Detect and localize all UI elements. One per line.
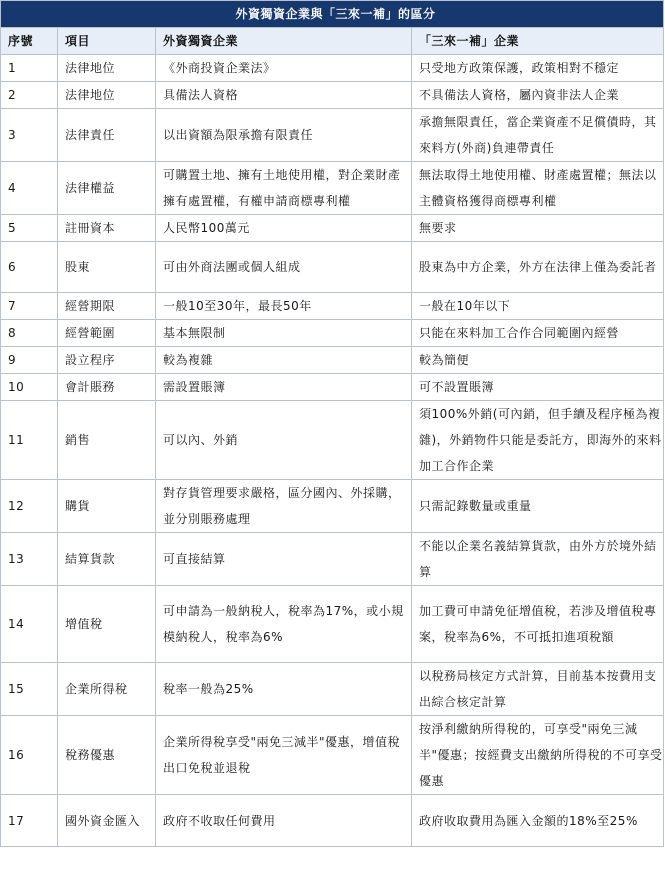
cell-processing-trade: 須100%外銷(可內銷，但手續及程序極為複雜)，外銷物件只能是委託方，即海外的來料加工合作企業: [412, 401, 664, 480]
cell-number: 6: [1, 242, 58, 293]
cell-processing-trade: 無法取得土地使用權、財產處置權；無法以主體資格獲得商標專利權: [412, 162, 664, 215]
title-row: [1, 1, 664, 28]
cell-processing-trade: 只受地方政策保護，政策相對不穩定: [412, 55, 664, 82]
table-row: [1, 533, 664, 586]
table-row: [1, 480, 664, 533]
cell-item: 法律權益: [58, 162, 156, 215]
cell-number: 5: [1, 215, 58, 242]
cell-number: 11: [1, 401, 58, 480]
table-row: [1, 663, 664, 716]
cell-foreign-owned: 可購置土地、擁有土地使用權，對企業財產擁有處置權，有權申請商標專利權: [156, 162, 412, 215]
cell-number: 1: [1, 55, 58, 82]
cell-foreign-owned: 人民幣100萬元: [156, 215, 412, 242]
cell-number: 14: [1, 586, 58, 663]
cell-item: 稅務優惠: [58, 716, 156, 795]
header-number: 序號: [1, 28, 58, 55]
cell-processing-trade: 股東為中方企業，外方在法律上僅為委託者: [412, 242, 664, 293]
cell-foreign-owned: 企業所得稅享受"兩免三減半"優惠，增值稅出口免稅並退稅: [156, 716, 412, 795]
cell-item: 企業所得稅: [58, 663, 156, 716]
cell-foreign-owned: 《外商投資企業法》: [156, 55, 412, 82]
cell-number: 3: [1, 109, 58, 162]
table-row: [1, 55, 664, 82]
cell-processing-trade: 政府收取費用為匯入金額的18%至25%: [412, 795, 664, 847]
cell-number: 12: [1, 480, 58, 533]
table-row: [1, 162, 664, 215]
cell-item: 設立程序: [58, 347, 156, 374]
cell-foreign-owned: 具備法人資格: [156, 82, 412, 109]
cell-item: 法律地位: [58, 82, 156, 109]
cell-foreign-owned: 可直接結算: [156, 533, 412, 586]
header-foreign-owned: 外資獨資企業: [156, 28, 412, 55]
cell-item: 結算貨款: [58, 533, 156, 586]
cell-number: 9: [1, 347, 58, 374]
cell-number: 16: [1, 716, 58, 795]
cell-number: 2: [1, 82, 58, 109]
cell-item: 股東: [58, 242, 156, 293]
cell-processing-trade: 不能以企業名義結算貨款，由外方於境外結算: [412, 533, 664, 586]
cell-item: 銷售: [58, 401, 156, 480]
table-row: [1, 82, 664, 109]
cell-item: 國外資金匯入: [58, 795, 156, 847]
table-row: [1, 347, 664, 374]
header-processing-trade: 「三來一補」企業: [412, 28, 664, 55]
cell-item: 購貨: [58, 480, 156, 533]
cell-processing-trade: 以稅務局核定方式計算，目前基本按費用支出綜合核定計算: [412, 663, 664, 716]
cell-item: 法律地位: [58, 55, 156, 82]
cell-processing-trade: 較為簡便: [412, 347, 664, 374]
cell-foreign-owned: 需設置賬簿: [156, 374, 412, 401]
cell-item: 經營範圍: [58, 320, 156, 347]
cell-foreign-owned: 稅率一般為25%: [156, 663, 412, 716]
table-row: [1, 215, 664, 242]
cell-number: 15: [1, 663, 58, 716]
table-body: [1, 55, 664, 847]
cell-processing-trade: 按淨利繳納所得稅的，可享受"兩免三減半"優惠；按經費支出繳納所得稅的不可享受優惠: [412, 716, 664, 795]
cell-number: 17: [1, 795, 58, 847]
cell-processing-trade: 可不設置賬簿: [412, 374, 664, 401]
table-row: [1, 401, 664, 480]
table-row: [1, 586, 664, 663]
cell-foreign-owned: 一般10至30年，最長50年: [156, 293, 412, 320]
cell-processing-trade: 不具備法人資格，屬內資非法人企業: [412, 82, 664, 109]
cell-item: 會計賬務: [58, 374, 156, 401]
cell-processing-trade: 無要求: [412, 215, 664, 242]
cell-processing-trade: 加工費可申請免征增值稅，若涉及增值稅專案，稅率為6%，不可抵扣進項稅額: [412, 586, 664, 663]
cell-number: 13: [1, 533, 58, 586]
cell-processing-trade: 一般在10年以下: [412, 293, 664, 320]
table-row: [1, 320, 664, 347]
cell-processing-trade: 只能在來料加工合作合同範圍內經營: [412, 320, 664, 347]
cell-item: 經營期限: [58, 293, 156, 320]
table-row: [1, 293, 664, 320]
header-row: [1, 28, 664, 55]
table-row: [1, 716, 664, 795]
cell-processing-trade: 承擔無限責任，當企業資產不足償債時，其來料方(外商)負連帶責任: [412, 109, 664, 162]
header-item: 項目: [58, 28, 156, 55]
cell-foreign-owned: 對存貨管理要求嚴格，區分國內、外採購，並分別賬務處理: [156, 480, 412, 533]
cell-foreign-owned: 可申請為一般納稅人，稅率為17%，或小規模納稅人，稅率為6%: [156, 586, 412, 663]
cell-processing-trade: 只需記錄數量或重量: [412, 480, 664, 533]
cell-foreign-owned: 基本無限制: [156, 320, 412, 347]
cell-foreign-owned: 政府不收取任何費用: [156, 795, 412, 847]
cell-foreign-owned: 以出資額為限承擔有限責任: [156, 109, 412, 162]
cell-foreign-owned: 可由外商法團或個人組成: [156, 242, 412, 293]
table-row: [1, 109, 664, 162]
cell-foreign-owned: 可以內、外銷: [156, 401, 412, 480]
cell-item: 法律責任: [58, 109, 156, 162]
table-row: [1, 242, 664, 293]
cell-item: 註冊資本: [58, 215, 156, 242]
table-row: [1, 795, 664, 847]
cell-number: 4: [1, 162, 58, 215]
cell-number: 8: [1, 320, 58, 347]
cell-number: 10: [1, 374, 58, 401]
table-title: 外資獨資企業與「三來一補」的區分: [1, 1, 664, 28]
cell-number: 7: [1, 293, 58, 320]
table-row: [1, 374, 664, 401]
cell-foreign-owned: 較為複雜: [156, 347, 412, 374]
cell-item: 增值稅: [58, 586, 156, 663]
